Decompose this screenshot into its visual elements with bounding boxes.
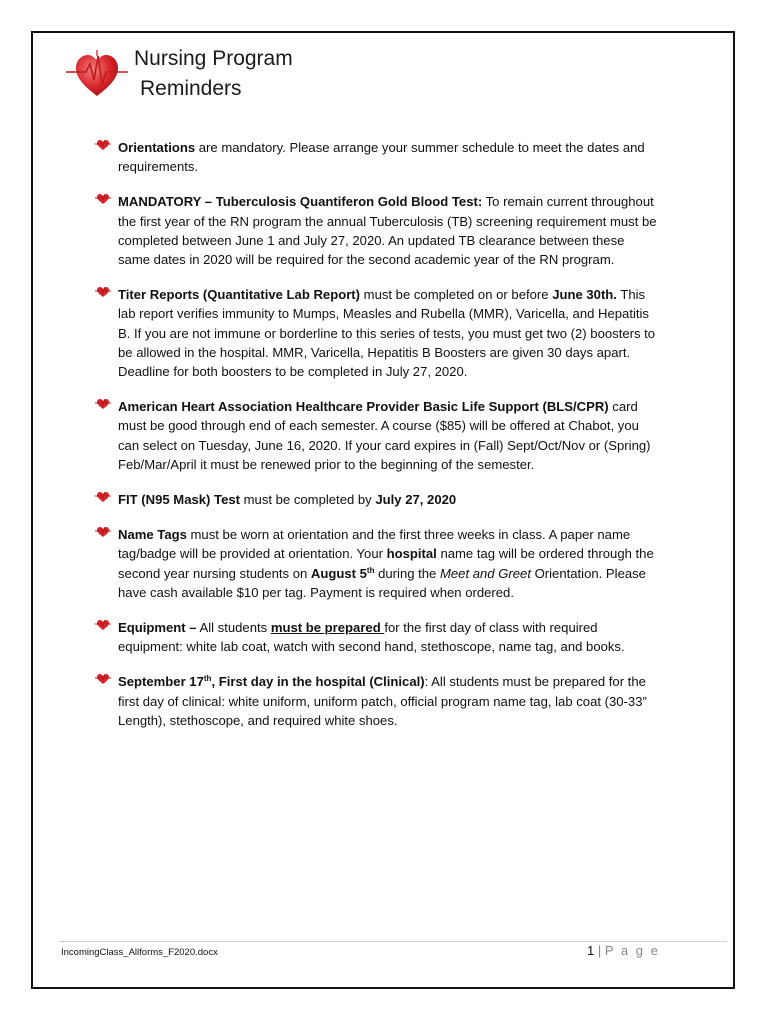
reminder-text: card must be good through end of each semester. A course ($85) will be offered at Chabot, you can select on Tuesday, June 16, 2020. If your card expires in (Fall) Sept/Oct/Nov or (Spring) Feb/Mar/April it must be renewed prior to the beginning of the semester. [118, 399, 651, 472]
heart-pulse-logo [64, 50, 130, 98]
page-label: P a g e [604, 943, 660, 958]
reminder-lead: American Heart Association Healthcare Provider Basic Life Support (BLS/CPR) [118, 399, 609, 415]
reminder-lead: September 17 [118, 674, 204, 690]
reminder-text: name tag will be ordered through the second year nursing students on [118, 546, 654, 581]
footer-filename: IncomingClass_Allforms_F2020.docx [61, 947, 218, 958]
reminder-lead: Equipment – [118, 620, 197, 636]
heart-bullet-icon [95, 526, 111, 538]
reminder-date-sup: th [366, 565, 375, 575]
heart-bullet-icon [95, 139, 111, 151]
reminder-fit-test [94, 490, 659, 509]
reminder-text: : All students must be prepared for the first day of clinical: white uniform, uniform patch, official program name tag, lab coat (30-33” Length), stethoscope, and required white shoes. [118, 674, 647, 728]
reminder-lead: FIT (N95 Mask) Test [118, 492, 240, 508]
reminder-lead: Orientations [118, 140, 196, 155]
reminder-equipment [94, 618, 659, 656]
reminder-tb-test [94, 192, 659, 269]
reminder-date: July 27, 2020 [375, 492, 457, 508]
heart-bullet-icon [95, 673, 111, 685]
reminder-text: are mandatory. Please arrange your summer schedule to meet the dates and requirements. [118, 140, 645, 175]
reminder-bls-cpr [94, 397, 659, 474]
reminder-underlined: must be prepared [270, 620, 385, 636]
page-separator: | [597, 943, 602, 958]
reminder-text: must be completed on or before [360, 287, 553, 303]
reminder-bold-word: hospital [386, 546, 437, 562]
reminder-text: To remain current throughout the first year of the RN program the annual Tuberculosis (TB) screening requirement must be completed between June 1 and July 27, 2020. An updated TB clearance between these same dates in 2020 will be required for the second academic year of the RN program. [118, 194, 657, 268]
page-number: 1 [587, 943, 595, 958]
reminder-lead: Name Tags [118, 527, 187, 543]
reminder-text: must be worn at orientation and the first three weeks in class. A paper name tag/badge will be provided at orientation. Your [118, 527, 631, 562]
heart-bullet-icon [95, 193, 111, 205]
title-line-1: Nursing Program [134, 47, 293, 70]
heart-bullet-icon [95, 398, 111, 410]
reminder-italic: Meet and Greet [439, 565, 531, 581]
footer-divider [59, 941, 727, 942]
reminder-first-clinical-day [94, 672, 659, 730]
reminder-text: This lab report verifies immunity to Mumps, Measles and Rubella (MMR), Varicella, and Hepatitis B. If you are not immune or borderline to this series of tests, you must get two (2) boosters to be allowed in the hospital. MMR, Varicella, Hepatitis B Boosters are given 30 days apart. Deadline for both boosters to be completed in July 27, 2020. [118, 287, 656, 380]
reminder-orientations [94, 138, 659, 176]
reminder-lead: MANDATORY – Tuberculosis Quantiferon Gold Blood Test: [118, 194, 483, 210]
heart-bullet-icon [95, 491, 111, 503]
reminder-date: August 5 [310, 565, 367, 581]
reminder-text: during the [374, 565, 440, 581]
reminder-text: All students [196, 620, 271, 636]
heart-bullet-icon [95, 619, 111, 631]
reminder-lead: , First day in the hospital (Clinical) [211, 674, 425, 690]
footer-page-number [587, 943, 660, 958]
reminder-lead-sup: th [203, 674, 212, 684]
title-line-2: Reminders [140, 77, 242, 100]
reminder-text: Orientation. Please have cash available $10 per tag. Payment is required when ordered. [118, 565, 646, 600]
reminder-list [94, 138, 659, 730]
reminder-text: must be completed by [240, 492, 376, 508]
heart-bullet-icon [95, 286, 111, 298]
reminder-titer-reports [94, 285, 659, 381]
page-title [134, 44, 293, 104]
reminder-date: June 30th. [552, 287, 617, 303]
reminder-lead: Titer Reports (Quantitative Lab Report) [118, 287, 361, 303]
reminder-text: for the first day of class with required equipment: white lab coat, watch with second hand, stethoscope, name tag, and books. [118, 620, 625, 655]
reminder-name-tags [94, 525, 659, 602]
